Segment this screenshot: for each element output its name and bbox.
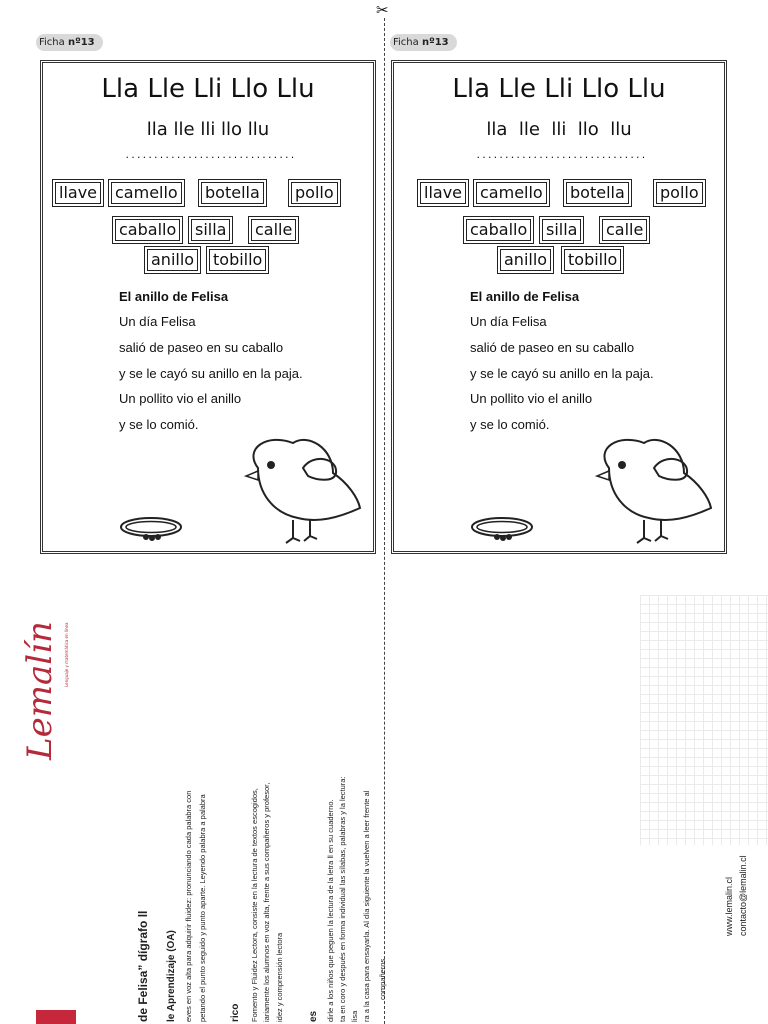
brand-tab	[36, 1010, 76, 1024]
ficha-number: nº13	[421, 37, 449, 48]
word-box: caballo	[115, 219, 180, 241]
logo-tagline: Lenguaje y matemática en línea	[64, 622, 69, 687]
writing-dotted-line: ..............................	[125, 148, 297, 161]
ficha-number: nº13	[67, 37, 95, 48]
oa-heading: le Aprendizaje (OA)	[166, 930, 177, 1022]
worksheet-card-right	[391, 60, 727, 554]
es-line: compañeros	[378, 958, 387, 1000]
story-line: Un pollito vio el anillo	[119, 391, 242, 406]
word-box: botella	[201, 182, 264, 204]
worksheet-card-left	[40, 60, 376, 554]
word-box: calle	[251, 219, 296, 241]
story-line: y se le cayó su anillo en la paja.	[470, 366, 654, 381]
es-line: ra a la casa para ensayarla. Al día siguiente la vuelven a leer frente al	[362, 790, 371, 1022]
word-box: silla	[542, 219, 581, 241]
story-title: El anillo de Felisa	[470, 289, 580, 304]
word-box: silla	[191, 219, 230, 241]
word-box: anillo	[147, 249, 198, 271]
story-line: y se lo comió.	[470, 417, 550, 432]
rico-heading: rico	[230, 1003, 241, 1022]
scissors-icon: ✂	[376, 1, 389, 19]
oa-line: petando el punto seguido y punto aparte. Leyendo palabra a palabra	[198, 794, 207, 1022]
word-box: pollo	[291, 182, 338, 204]
story-title: El anillo de Felisa	[119, 289, 229, 304]
card-title: Lla Lle Lli Llo Llu	[452, 74, 666, 104]
grid-pattern	[640, 595, 768, 845]
writing-dotted-line: ..............................	[476, 148, 648, 161]
story-line: Un día Felisa	[119, 314, 196, 329]
word-box: camello	[476, 182, 547, 204]
word-box: tobillo	[564, 249, 621, 271]
ficha-label-right	[390, 34, 457, 51]
card-title: Lla Lle Lli Llo Llu	[101, 74, 315, 104]
es-line: lisa	[350, 1010, 359, 1022]
chick-illustration	[238, 428, 368, 548]
contact-email[interactable]: contacto@lemalin.cl	[738, 855, 748, 936]
story-line: y se lo comió.	[119, 417, 199, 432]
ring-illustration	[119, 511, 189, 545]
es-line: dirle a los niños que peguen la lectura de la letra ll en su cuaderno.	[326, 799, 335, 1022]
es-heading: es	[308, 1010, 319, 1022]
ficha-label-left	[36, 34, 103, 51]
cut-line	[384, 18, 385, 1024]
word-box: botella	[566, 182, 629, 204]
rico-line: idez y comprensión lectora	[275, 932, 284, 1022]
word-box: anillo	[500, 249, 551, 271]
word-box: pollo	[656, 182, 703, 204]
oa-line: eves en voz alta para adquirir fluidez: pronunciando cada palabra con	[184, 790, 193, 1022]
word-box: caballo	[466, 219, 531, 241]
ring-illustration	[470, 511, 540, 545]
rico-line: iariamente los alumnos en voz alta, frente a sus compañeros y profesor,	[262, 782, 271, 1022]
word-box: tobillo	[209, 249, 266, 271]
es-line: ta en coro y después en forma individual las sílabas, palabras y la lectura:	[338, 776, 347, 1022]
story-line: salió de paseo en su caballo	[470, 340, 635, 355]
word-box: llave	[420, 182, 466, 204]
rico-line: Fomento y Fluidez Lectora, consiste en la lectura de textos escogidos,	[250, 788, 259, 1022]
ficha-text: Ficha	[39, 37, 65, 48]
lemalin-logo: Lemalín	[20, 621, 60, 760]
chick-illustration	[589, 428, 719, 548]
ficha-text: Ficha	[393, 37, 419, 48]
card-syllables: lla lle lli llo llu	[486, 119, 632, 140]
card-syllables: lla lle lli llo llu	[146, 119, 270, 140]
story-line: salió de paseo en su caballo	[119, 340, 284, 355]
word-box: llave	[55, 182, 101, 204]
word-box: calle	[602, 219, 647, 241]
story-line: Un pollito vio el anillo	[470, 391, 593, 406]
instructions-heading: de Felisa” dígrafo ll	[136, 910, 150, 1022]
word-box: camello	[111, 182, 182, 204]
story-line: y se le cayó su anillo en la paja.	[119, 366, 303, 381]
website-link[interactable]: www.lemalin.cl	[724, 876, 734, 936]
story-line: Un día Felisa	[470, 314, 547, 329]
